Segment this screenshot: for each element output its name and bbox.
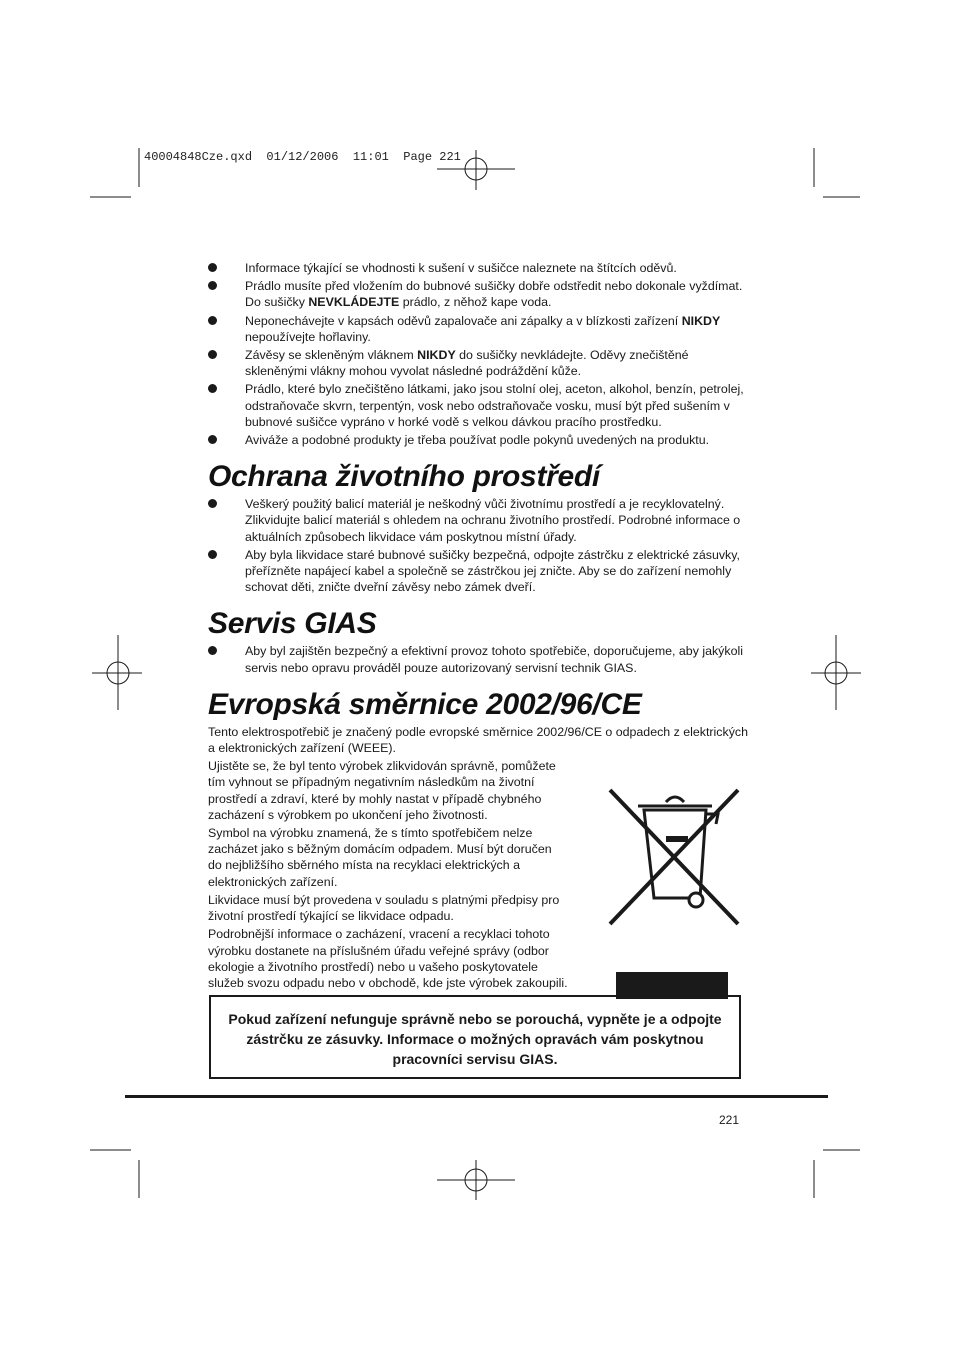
bullet-dot-icon xyxy=(208,646,217,655)
bullet-text: Aviváže a podobné produkty je třeba používat podle pokynů uvedených na produktu. xyxy=(245,433,710,448)
bullet-item xyxy=(208,313,748,345)
bullet-text: Aby byla likvidace staré bubnové sušičky bezpečná, odpojte zástrčku z elektrické zásuvky, přeřízněte napájecí kabel a společně se zástrčkou jej zničte. Aby se do zařízení nemohly schovat děti, zničte dveřní závěsy nebo zámek dveří. xyxy=(245,547,740,595)
bullet-item xyxy=(208,547,748,596)
registration-mark-icon xyxy=(811,635,861,710)
weee-text xyxy=(208,758,568,991)
bullet-emphasis: NIKDY xyxy=(681,313,721,328)
bullet-item xyxy=(208,432,748,448)
registration-mark-icon xyxy=(92,635,142,710)
bullet-emphasis: NEVKLÁDEJTE xyxy=(308,295,400,310)
bullet-text: Závěsy se skleněným vláknem xyxy=(245,348,418,363)
service-bullet-list xyxy=(208,643,748,675)
bullet-dot-icon xyxy=(208,281,217,290)
bullet-item xyxy=(208,278,748,310)
bullet-emphasis: NIKDY xyxy=(417,348,456,363)
bullet-text: prádlo, z něhož kape voda. xyxy=(399,295,552,310)
section-title-environment: Ochrana životního prostředí xyxy=(208,460,600,494)
print-slug: 40004848Cze.qxd 01/12/2006 11:01 Page 221 xyxy=(144,150,461,164)
bullet-item xyxy=(208,347,748,379)
weee-intro: Tento elektrospotřebič je značený podle evropské směrnice 2002/96/CE o odpadech z elektrických a elektronických zařízení (WEEE). xyxy=(208,724,748,756)
section-title-service: Servis GIAS xyxy=(208,607,377,641)
weee-paragraph: Symbol na výrobku znamená, že s tímto spotřebičem nelze zacházet jako s běžným domácím odpadem. Musí být doručen do nejbližšího sběrného místa na recyklaci elektrických a elektronických zařízení. xyxy=(208,826,552,889)
bullet-item xyxy=(208,643,748,675)
bullet-dot-icon xyxy=(208,435,217,444)
weee-paragraph: Likvidace musí být provedena v souladu s platnými předpisy pro životní prostředí týkající se likvidace odpadu. xyxy=(208,892,560,924)
crossed-out-wheelie-bin-icon xyxy=(608,784,742,1014)
bullet-text: do sušičky nevkládejte. Oděvy znečištěné skleněnými vlákny mohou vyvolat následné podráždění kůže. xyxy=(245,348,689,379)
bullet-text: Prádlo musíte před vložením do bubnové sušičky dobře odstředit nebo dokonale vyždímat. Do sušičky xyxy=(245,279,743,310)
bullet-text: Aby byl zajištěn bezpečný a efektivní provoz tohoto spotřebiče, doporučujeme, aby jakýkoli servis nebo opravu prováděl pouze autorizovaný servisní technik GIAS. xyxy=(245,644,743,675)
bullet-item xyxy=(208,381,748,430)
bullet-dot-icon xyxy=(208,263,217,272)
registration-mark-icon xyxy=(437,1160,515,1200)
bullet-dot-icon xyxy=(208,384,217,393)
bullet-text: Neponechávejte v kapsách oděvů zapalovače ani zápalky a v blízkosti zařízení xyxy=(245,313,682,328)
bullet-text: Prádlo, které bylo znečištěno látkami, jako jsou stolní olej, aceton, alkohol, benzín, petrolej, odstraňovače skvrn, terpentýn, vosk nebo odstraňovače vosku, musí být před sušením v bubnové sušičce vypráno v horké vodě s velkou dávkou pracího prostředku. xyxy=(245,382,744,429)
safety-bullet-list xyxy=(208,260,748,448)
bullet-text: nepoužívejte hořlaviny. xyxy=(245,329,371,344)
bullet-text: Veškerý použitý balicí materiál je neškodný vůči životnímu prostředí a je recyklovatelný. Zlikvidujte balicí materiál s ohledem na ochranu životního prostředí. Podrobné informace o aktuálních způsobech likvidace vám poskytnou místní úřady. xyxy=(245,497,741,544)
bullet-dot-icon xyxy=(208,499,217,508)
footer-rule xyxy=(125,1095,828,1098)
registration-mark-icon xyxy=(437,150,515,190)
bullet-text: Informace týkající se vhodnosti k sušení v sušičce naleznete na štítcích oděvů. xyxy=(245,261,677,275)
bullet-dot-icon xyxy=(208,550,217,559)
weee-paragraph: Ujistěte se, že byl tento výrobek zlikvidován správně, pomůžete tím vyhnout se případným negativním následkům na životní prostředí a zdraví, které by mohly nastat v případě chybného zacházení s výrobkem po ukončení jeho životnosti. xyxy=(208,759,556,822)
environment-bullet-list xyxy=(208,496,748,595)
bullet-item xyxy=(208,496,748,545)
bullet-dot-icon xyxy=(208,350,217,359)
bullet-dot-icon xyxy=(208,316,217,325)
weee-paragraph: Podrobnější informace o zacházení, vracení a recyklaci tohoto výrobku dostanete na příslušném úřadu veřejné správy (odbor ekologie a životního prostředí) nebo u vašeho poskytovatele služeb svozu odpadu nebo v obchodě, kde jste výrobek zakoupili. xyxy=(208,927,568,990)
page-content xyxy=(208,260,748,993)
service-notice-box: Pokud zařízení nefunguje správně nebo se porouchá, vypněte je a odpojte zástrčku ze zásuvky. Informace o možných opravách vám poskytnou pracovníci servisu GIAS. xyxy=(209,995,741,1079)
bullet-item xyxy=(208,260,748,276)
page-number: 221 xyxy=(719,1113,740,1127)
section-title-weee: Evropská směrnice 2002/96/CE xyxy=(208,687,642,721)
